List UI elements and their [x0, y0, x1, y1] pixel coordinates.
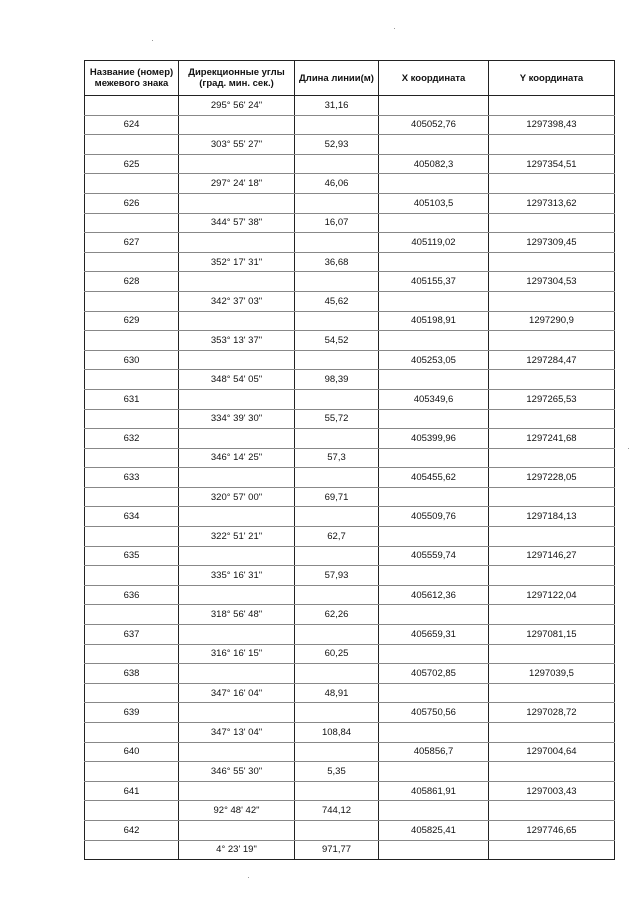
- x-coordinate-cell: [379, 409, 489, 429]
- marker-name-cell: 626: [85, 193, 179, 213]
- marker-name-cell: [85, 135, 179, 155]
- table-row: [85, 527, 615, 547]
- table-row: [85, 683, 615, 703]
- y-coordinate-cell: [489, 135, 615, 155]
- x-coordinate-cell: 405155,37: [379, 272, 489, 292]
- direction-angle-cell: 346° 14' 25": [179, 448, 295, 468]
- x-coordinate-cell: 405659,31: [379, 625, 489, 645]
- table-row: [85, 272, 615, 292]
- line-length-cell: 48,91: [295, 683, 379, 703]
- table-row: [85, 585, 615, 605]
- line-length-cell: [295, 389, 379, 409]
- direction-angle-cell: 344° 57' 38": [179, 213, 295, 233]
- table-row: [85, 664, 615, 684]
- table-row: [85, 96, 615, 116]
- line-length-cell: [295, 272, 379, 292]
- line-length-cell: [295, 781, 379, 801]
- table-row: [85, 331, 615, 351]
- marker-name-cell: 633: [85, 468, 179, 488]
- y-coordinate-cell: 1297265,53: [489, 389, 615, 409]
- x-coordinate-cell: [379, 644, 489, 664]
- y-coordinate-cell: 1297309,45: [489, 233, 615, 253]
- y-coordinate-cell: 1297146,27: [489, 546, 615, 566]
- y-coordinate-cell: [489, 644, 615, 664]
- table-row: [85, 820, 615, 840]
- table-row: [85, 350, 615, 370]
- direction-angle-cell: 353° 13' 37": [179, 331, 295, 351]
- x-coordinate-cell: [379, 723, 489, 743]
- marker-name-cell: 642: [85, 820, 179, 840]
- marker-name-cell: 629: [85, 311, 179, 331]
- y-coordinate-cell: 1297304,53: [489, 272, 615, 292]
- x-coordinate-cell: 405856,7: [379, 742, 489, 762]
- table-row: [85, 781, 615, 801]
- line-length-cell: 52,93: [295, 135, 379, 155]
- line-length-cell: 36,68: [295, 252, 379, 272]
- y-coordinate-cell: [489, 331, 615, 351]
- marker-name-cell: [85, 174, 179, 194]
- line-length-cell: [295, 664, 379, 684]
- y-coordinate-cell: [489, 762, 615, 782]
- x-coordinate-cell: 405103,5: [379, 193, 489, 213]
- direction-angle-cell: 352° 17' 31": [179, 252, 295, 272]
- x-coordinate-cell: [379, 291, 489, 311]
- direction-angle-cell: [179, 389, 295, 409]
- direction-angle-cell: [179, 742, 295, 762]
- line-length-cell: [295, 820, 379, 840]
- table-row: [85, 742, 615, 762]
- line-length-cell: [295, 233, 379, 253]
- x-coordinate-cell: [379, 527, 489, 547]
- line-length-cell: 57,93: [295, 566, 379, 586]
- marker-name-cell: [85, 213, 179, 233]
- line-length-cell: 108,84: [295, 723, 379, 743]
- direction-angle-cell: 347° 13' 04": [179, 723, 295, 743]
- line-length-cell: [295, 154, 379, 174]
- x-coordinate-cell: [379, 683, 489, 703]
- direction-angle-cell: [179, 468, 295, 488]
- line-length-cell: [295, 350, 379, 370]
- line-length-cell: 60,25: [295, 644, 379, 664]
- y-coordinate-cell: 1297184,13: [489, 507, 615, 527]
- table-row: [85, 233, 615, 253]
- x-coordinate-cell: 405052,76: [379, 115, 489, 135]
- line-length-cell: [295, 115, 379, 135]
- table-row: [85, 468, 615, 488]
- direction-angle-cell: 347° 16' 04": [179, 683, 295, 703]
- y-coordinate-cell: 1297003,43: [489, 781, 615, 801]
- x-coordinate-cell: [379, 331, 489, 351]
- header-x-coordinate: X координата: [379, 61, 489, 96]
- table-row: [85, 291, 615, 311]
- direction-angle-cell: [179, 585, 295, 605]
- line-length-cell: 744,12: [295, 801, 379, 821]
- table-header-row: [85, 61, 615, 96]
- x-coordinate-cell: 405119,02: [379, 233, 489, 253]
- y-coordinate-cell: [489, 723, 615, 743]
- table-row: [85, 487, 615, 507]
- table-row: [85, 625, 615, 645]
- y-coordinate-cell: 1297290,9: [489, 311, 615, 331]
- y-coordinate-cell: [489, 409, 615, 429]
- line-length-cell: [295, 429, 379, 449]
- line-length-cell: 45,62: [295, 291, 379, 311]
- direction-angle-cell: [179, 625, 295, 645]
- marker-name-cell: [85, 644, 179, 664]
- x-coordinate-cell: [379, 840, 489, 860]
- table-row: [85, 703, 615, 723]
- marker-name-cell: [85, 605, 179, 625]
- direction-angle-cell: [179, 193, 295, 213]
- table-row: [85, 448, 615, 468]
- y-coordinate-cell: [489, 252, 615, 272]
- marker-name-cell: 640: [85, 742, 179, 762]
- line-length-cell: 54,52: [295, 331, 379, 351]
- direction-angle-cell: 348° 54' 05": [179, 370, 295, 390]
- direction-angle-cell: [179, 546, 295, 566]
- y-coordinate-cell: [489, 840, 615, 860]
- direction-angle-cell: [179, 311, 295, 331]
- x-coordinate-cell: [379, 252, 489, 272]
- y-coordinate-cell: [489, 291, 615, 311]
- x-coordinate-cell: 405455,62: [379, 468, 489, 488]
- line-length-cell: 46,06: [295, 174, 379, 194]
- line-length-cell: 98,39: [295, 370, 379, 390]
- direction-angle-cell: 342° 37' 03": [179, 291, 295, 311]
- direction-angle-cell: [179, 272, 295, 292]
- direction-angle-cell: 335° 16' 31": [179, 566, 295, 586]
- direction-angle-cell: [179, 350, 295, 370]
- x-coordinate-cell: 405750,56: [379, 703, 489, 723]
- boundary-coordinates-table: [84, 60, 615, 860]
- x-coordinate-cell: 405861,91: [379, 781, 489, 801]
- direction-angle-cell: 297° 24' 18": [179, 174, 295, 194]
- x-coordinate-cell: [379, 213, 489, 233]
- y-coordinate-cell: [489, 370, 615, 390]
- line-length-cell: 16,07: [295, 213, 379, 233]
- marker-name-cell: [85, 252, 179, 272]
- y-coordinate-cell: 1297122,04: [489, 585, 615, 605]
- x-coordinate-cell: 405399,96: [379, 429, 489, 449]
- y-coordinate-cell: 1297284,47: [489, 350, 615, 370]
- direction-angle-cell: 295° 56' 24": [179, 96, 295, 116]
- x-coordinate-cell: 405082,3: [379, 154, 489, 174]
- coordinates-sheet: [84, 60, 614, 860]
- y-coordinate-cell: 1297354,51: [489, 154, 615, 174]
- table-row: [85, 135, 615, 155]
- x-coordinate-cell: [379, 801, 489, 821]
- line-length-cell: 971,77: [295, 840, 379, 860]
- x-coordinate-cell: [379, 566, 489, 586]
- marker-name-cell: [85, 683, 179, 703]
- x-coordinate-cell: [379, 762, 489, 782]
- marker-name-cell: 638: [85, 664, 179, 684]
- x-coordinate-cell: 405559,74: [379, 546, 489, 566]
- line-length-cell: [295, 193, 379, 213]
- x-coordinate-cell: 405702,85: [379, 664, 489, 684]
- x-coordinate-cell: 405825,41: [379, 820, 489, 840]
- x-coordinate-cell: [379, 487, 489, 507]
- line-length-cell: 31,16: [295, 96, 379, 116]
- y-coordinate-cell: 1297398,43: [489, 115, 615, 135]
- marker-name-cell: [85, 566, 179, 586]
- direction-angle-cell: 4° 23' 19": [179, 840, 295, 860]
- marker-name-cell: 639: [85, 703, 179, 723]
- table-body: [85, 96, 615, 860]
- table-row: [85, 154, 615, 174]
- direction-angle-cell: 318° 56' 48": [179, 605, 295, 625]
- direction-angle-cell: [179, 781, 295, 801]
- marker-name-cell: 631: [85, 389, 179, 409]
- marker-name-cell: 632: [85, 429, 179, 449]
- marker-name-cell: [85, 291, 179, 311]
- line-length-cell: [295, 507, 379, 527]
- y-coordinate-cell: [489, 213, 615, 233]
- direction-angle-cell: [179, 233, 295, 253]
- x-coordinate-cell: 405509,76: [379, 507, 489, 527]
- marker-name-cell: [85, 409, 179, 429]
- marker-name-cell: [85, 527, 179, 547]
- y-coordinate-cell: [489, 527, 615, 547]
- table-row: [85, 115, 615, 135]
- y-coordinate-cell: 1297028,72: [489, 703, 615, 723]
- marker-name-cell: [85, 487, 179, 507]
- y-coordinate-cell: [489, 801, 615, 821]
- marker-name-cell: 628: [85, 272, 179, 292]
- table-row: [85, 840, 615, 860]
- x-coordinate-cell: 405198,91: [379, 311, 489, 331]
- marker-name-cell: [85, 723, 179, 743]
- direction-angle-cell: 320° 57' 00": [179, 487, 295, 507]
- marker-name-cell: 627: [85, 233, 179, 253]
- table-row: [85, 252, 615, 272]
- table-row: [85, 507, 615, 527]
- table-row: [85, 762, 615, 782]
- direction-angle-cell: [179, 154, 295, 174]
- line-length-cell: [295, 585, 379, 605]
- marker-name-cell: 624: [85, 115, 179, 135]
- line-length-cell: [295, 468, 379, 488]
- marker-name-cell: 637: [85, 625, 179, 645]
- table-row: [85, 566, 615, 586]
- marker-name-cell: 625: [85, 154, 179, 174]
- x-coordinate-cell: [379, 448, 489, 468]
- y-coordinate-cell: [489, 174, 615, 194]
- table-row: [85, 546, 615, 566]
- table-row: [85, 174, 615, 194]
- y-coordinate-cell: 1297241,68: [489, 429, 615, 449]
- table-row: [85, 429, 615, 449]
- marker-name-cell: 635: [85, 546, 179, 566]
- marker-name-cell: [85, 448, 179, 468]
- y-coordinate-cell: [489, 605, 615, 625]
- marker-name-cell: [85, 801, 179, 821]
- x-coordinate-cell: 405349,6: [379, 389, 489, 409]
- y-coordinate-cell: 1297004,64: [489, 742, 615, 762]
- x-coordinate-cell: [379, 174, 489, 194]
- direction-angle-cell: [179, 703, 295, 723]
- direction-angle-cell: [179, 664, 295, 684]
- line-length-cell: 55,72: [295, 409, 379, 429]
- line-length-cell: 62,7: [295, 527, 379, 547]
- x-coordinate-cell: [379, 605, 489, 625]
- direction-angle-cell: 346° 55' 30": [179, 762, 295, 782]
- line-length-cell: [295, 625, 379, 645]
- header-marker-name: Название (номер) межевого знака: [85, 61, 179, 96]
- y-coordinate-cell: [489, 683, 615, 703]
- marker-name-cell: [85, 331, 179, 351]
- line-length-cell: [295, 703, 379, 723]
- y-coordinate-cell: 1297081,15: [489, 625, 615, 645]
- x-coordinate-cell: [379, 135, 489, 155]
- y-coordinate-cell: 1297313,62: [489, 193, 615, 213]
- direction-angle-cell: [179, 820, 295, 840]
- line-length-cell: [295, 546, 379, 566]
- table-row: [85, 311, 615, 331]
- line-length-cell: [295, 311, 379, 331]
- direction-angle-cell: [179, 115, 295, 135]
- marker-name-cell: [85, 762, 179, 782]
- direction-angle-cell: 334° 39' 30": [179, 409, 295, 429]
- table-row: [85, 644, 615, 664]
- y-coordinate-cell: [489, 96, 615, 116]
- direction-angle-cell: 322° 51' 21": [179, 527, 295, 547]
- line-length-cell: 57,3: [295, 448, 379, 468]
- marker-name-cell: [85, 840, 179, 860]
- marker-name-cell: [85, 370, 179, 390]
- marker-name-cell: [85, 96, 179, 116]
- direction-angle-cell: [179, 429, 295, 449]
- table-row: [85, 213, 615, 233]
- table-row: [85, 723, 615, 743]
- x-coordinate-cell: 405253,05: [379, 350, 489, 370]
- marker-name-cell: 634: [85, 507, 179, 527]
- y-coordinate-cell: 1297228,05: [489, 468, 615, 488]
- marker-name-cell: 636: [85, 585, 179, 605]
- y-coordinate-cell: 1297746,65: [489, 820, 615, 840]
- line-length-cell: 69,71: [295, 487, 379, 507]
- x-coordinate-cell: [379, 96, 489, 116]
- direction-angle-cell: 303° 55' 27": [179, 135, 295, 155]
- marker-name-cell: 630: [85, 350, 179, 370]
- header-line-length: Длина линии(м): [295, 61, 379, 96]
- table-row: [85, 193, 615, 213]
- direction-angle-cell: [179, 507, 295, 527]
- table-row: [85, 605, 615, 625]
- y-coordinate-cell: [489, 487, 615, 507]
- line-length-cell: [295, 742, 379, 762]
- table-row: [85, 389, 615, 409]
- y-coordinate-cell: [489, 566, 615, 586]
- table-row: [85, 801, 615, 821]
- line-length-cell: 62,26: [295, 605, 379, 625]
- header-y-coordinate: Y координата: [489, 61, 615, 96]
- table-row: [85, 370, 615, 390]
- header-direction-angle: Дирекционные углы (град. мин. сек.): [179, 61, 295, 96]
- x-coordinate-cell: 405612,36: [379, 585, 489, 605]
- marker-name-cell: 641: [85, 781, 179, 801]
- y-coordinate-cell: 1297039,5: [489, 664, 615, 684]
- line-length-cell: 5,35: [295, 762, 379, 782]
- direction-angle-cell: 92° 48' 42": [179, 801, 295, 821]
- table-row: [85, 409, 615, 429]
- x-coordinate-cell: [379, 370, 489, 390]
- y-coordinate-cell: [489, 448, 615, 468]
- direction-angle-cell: 316° 16' 15": [179, 644, 295, 664]
